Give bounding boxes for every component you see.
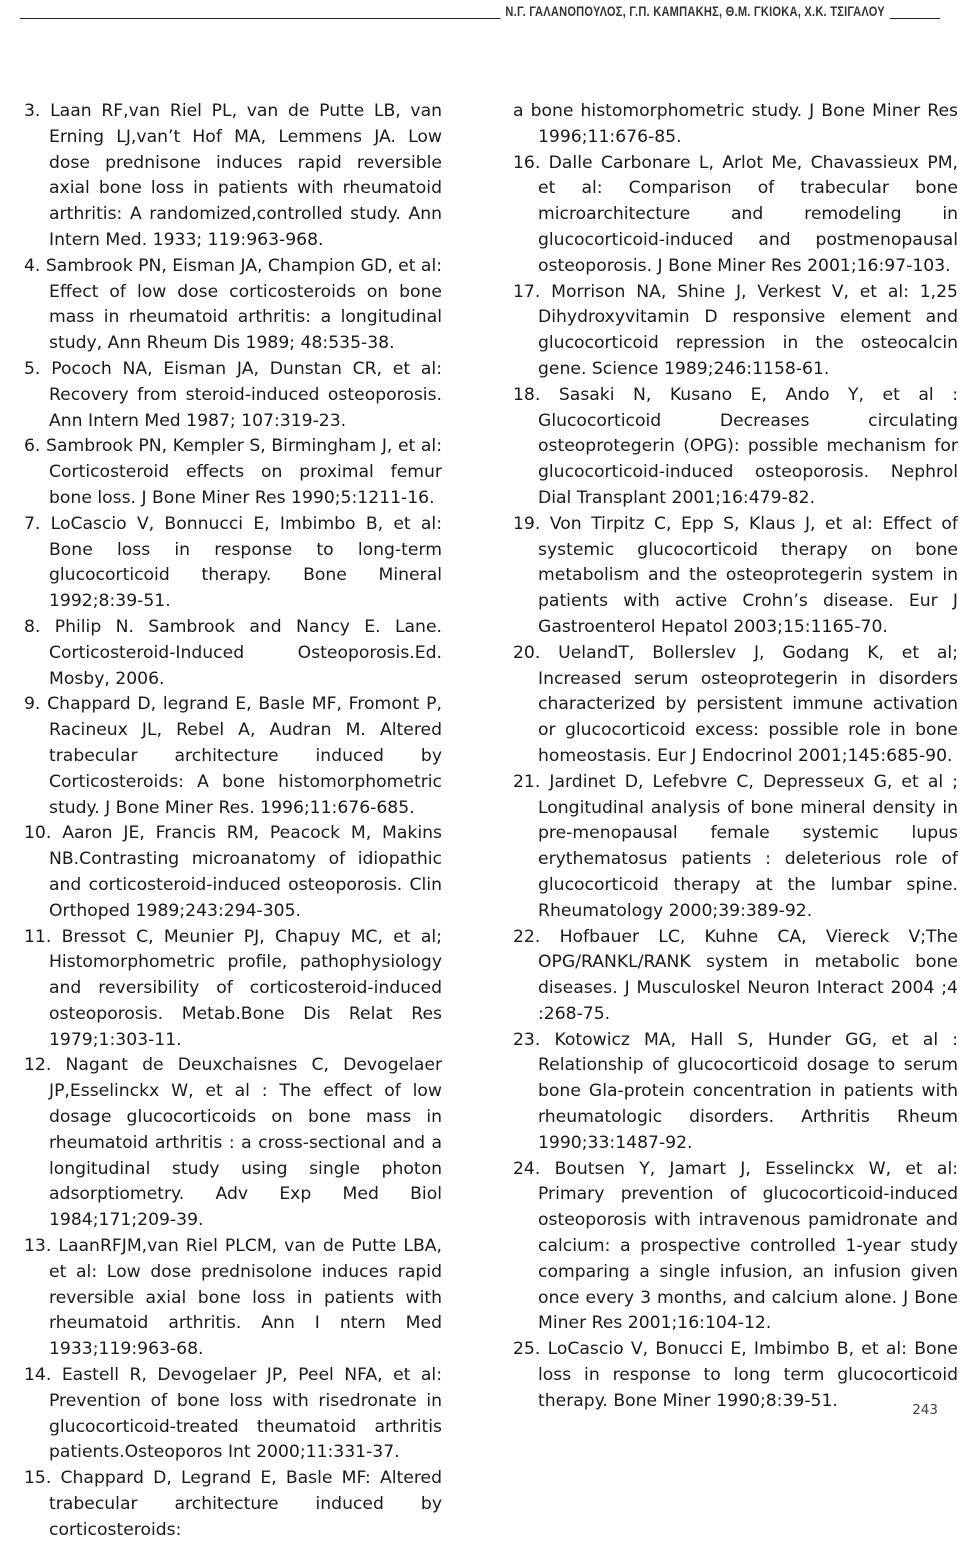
reference-text: LoCascio V, Bonucci E, Imbimbo B, et al: Bone loss in response to long term glucocorticoid therapy. Bone Miner 1990;8:39-51. [538,1339,958,1411]
reference-item [24,1363,442,1466]
reference-text: Morrison NA, Shine J, Verkest V, et al: 1,25 Dihydroxyvitamin D responsive element and glucocorticoid repression in the osteocalcin gene. Science 1989;246:1158-61. [538,281,958,379]
reference-number: 24. [513,1158,541,1179]
reference-number: 8. [24,616,41,637]
reference-text: Eastell R, Devogelaer JP, Peel NFA, et al: Prevention of bone loss with risedronate in glucocorticoid-treated theumatoid arthritis patients.Osteoporos Int 2000;11:331-37. [49,1365,442,1463]
reference-number: 18. [513,384,541,405]
reference-item [24,821,442,924]
reference-text: Laan RF,van Riel PL, van de Putte LB, van Erning LJ,van’t Hof MA, Lemmens JA. Low dose prednisone induces rapid reversible axial bone loss in patients with rheumatoid arthritis: A randomized,controlled study. Ann Intern Med. 1933; 119:963-968. [49,101,442,250]
running-header [20,4,940,26]
reference-number: 22. [513,926,541,947]
reference-text: Boutsen Y, Jamart J, Esselinckx W, et al: Primary prevention of glucocorticoid-induced osteoporosis with intravenous pamidronate and calcium: a prospective controlled 1-year study comparing a single infusion, an infusion given once every 3 months, and calcium alone. J Bone Miner Res 2001;16:104-12. [538,1158,959,1334]
reference-item [24,1053,442,1234]
reference-number: 12. [24,1055,52,1076]
reference-item [513,1337,958,1414]
reference-number: 5. [24,358,41,379]
reference-item [24,1234,442,1363]
reference-item [513,512,958,641]
reference-text: a bone histomorphometric study. J Bone Miner Res 1996;11:676-85. [513,101,958,147]
reference-number: 13. [24,1236,52,1257]
reference-number: 16. [513,152,541,173]
references-right-column [513,99,958,1415]
reference-number: 3. [24,101,41,121]
reference-text: Sambrook PN, Kempler S, Birmingham J, et al: Corticosteroid effects on proximal femur bone loss. J Bone Miner Res 1990;5:1211-16. [46,436,442,508]
reference-number: 23. [513,1029,541,1050]
reference-text: Nagant de Deuxchaisnes C, Devogelaer JP,Esselinckx W, et al : The effect of low dosage glucocorticoids on bone mass in rheumatoid arthritis : a cross-sectional and a longitudinal study using single photon adsorptiometry. Adv Exp Med Biol 1984;171;209-39. [49,1055,443,1231]
reference-text: Von Tirpitz C, Epp S, Klaus J, et al: Effect of systemic glucocorticoid therapy on bone metabolism and the osteoprotegerin system in patients with active Crohn’s disease. Eur J Gastroenterol Hepatol 2003;15:1165-70. [538,513,958,637]
reference-text: Sasaki N, Kusano E, Ando Y, et al : Glucocorticoid Decreases circulating osteoprotegerin (OPG): possible mechanism for glucocorticoid-induced osteoporosis. Nephrol Dial Transplant 2001;16:479-82. [538,384,958,508]
reference-number: 25. [513,1339,541,1360]
reference-number: 21. [513,771,541,792]
reference-number: 14. [24,1365,52,1386]
reference-item [513,1157,958,1338]
reference-text: LoCascio V, Bonnucci E, Imbimbo B, et al: Bone loss in response to long-term glucocorticoid therapy. Bone Mineral 1992;8:39-51. [49,513,442,612]
reference-text: Chappard D, Legrand E, Basle MF: Altered trabecular architecture induced by corticosteroids: [49,1468,442,1540]
reference-item [24,512,442,615]
reference-text: Aaron JE, Francis RM, Peacock M, Makins NB.Contrasting microanatomy of idiopathic and corticosteroid-induced osteoporosis. Clin Orthoped 1989;243:294-305. [49,823,442,921]
reference-item [513,641,958,770]
page-number: 243 [912,1402,938,1418]
references-left-column [24,99,442,1544]
reference-item [513,151,958,280]
reference-number: 9. [24,694,41,715]
reference-text: Dalle Carbonare L, Arlot Me, Chavassieux PM, et al: Comparison of trabecular bone microarchitecture and remodeling in glucocorticoid-induced and postmenopausal osteoporosis. J Bone Miner Res 2001;16:97-103. [538,152,958,276]
reference-text: Hofbauer LC, Kuhne CA, Viereck V;The OPG/RANKL/RANK system in metabolic bone diseases. J Musculoskel Neuron Interact 2004 ;4 :268-75. [538,926,959,1024]
reference-item [513,280,958,383]
reference-text: Philip N. Sambrook and Nancy E. Lane. Corticosteroid-Induced Osteoporosis.Ed. Mosby, 2006. [49,616,442,689]
reference-item [24,1466,442,1543]
reference-number: 20. [513,642,541,663]
reference-text: Pococh NA, Eisman JA, Dunstan CR, et al: Recovery from steroid-induced osteoporosis. Ann Intern Med 1987; 107:319-23. [49,358,442,431]
reference-item [513,770,958,925]
reference-text: Kotowicz MA, Hall S, Hunder GG, et al : Relationship of glucocorticoid dosage to serum bone Gla-protein concentration in patients with rheumatologic disorders. Arthritis Rheum 1990;33:1487-92. [538,1029,958,1153]
reference-number: 15. [24,1468,52,1489]
reference-number: 10. [24,823,52,844]
reference-number: 6. [24,436,41,457]
reference-number: 7. [24,513,41,534]
reference-text: UelandT, Bollerslev J, Godang K, et al; Increased serum osteoprotegerin in disorders characterized by persistent immune activation or glucocorticoid excess: possible role in bone homeostasis. Eur J Endocrinol 2001;145:685-90. [538,642,958,766]
reference-text: Bressot C, Meunier PJ, Chapuy MC, et al; Histomorphometric profile, pathophysiology and reversibility of corticosteroid-induced osteoporosis. Metab.Bone Dis Relat Res 1979;1:303-11. [49,926,442,1050]
reference-item [24,434,442,511]
reference-number: 4. [24,255,41,276]
reference-text: Jardinet D, Lefebvre C, Depresseux G, et al ; Longitudinal analysis of bone mineral density in pre-menopausal female systemic lupus erythematosus patients : deleterious role of glucocorticoid therapy at the lumbar spine. Rheumatology 2000;39:389-92. [538,771,958,921]
reference-item [513,925,958,1028]
reference-text: Chappard D, legrand E, Basle MF, Fromont P, Racineux JL, Rebel A, Audran M. Altered trabecular architecture induced by Corticosteroids: A bone histomorphometric study. J Bone Miner Res. 1996;11:676-685. [47,694,442,818]
reference-item [513,1028,958,1157]
reference-item [24,925,442,1054]
reference-item [513,383,958,512]
reference-number: 11. [24,926,52,947]
reference-item [24,692,442,821]
reference-item [24,357,442,434]
reference-item [24,254,442,357]
reference-number: 17. [513,281,541,302]
reference-item [513,99,958,151]
reference-item [24,615,442,692]
running-head-authors: Ν.Γ. ΓΑΛΑΝΟΠΟΥΛΟΣ, Γ.Π. ΚΑΜΠΑΚΗΣ, Θ.Μ. ΓΚΙΟΚΑ, Χ.Κ. ΤΣΙΓΑΛΟΥ [501,4,890,19]
reference-text: Sambrook PN, Eisman JA, Champion GD, et al: Effect of low dose corticosteroids on bone mass in rheumatoid arthritis: a longitudinal study, Ann Rheum Dis 1989; 48:535-38. [45,255,443,354]
reference-number: 19. [513,513,541,534]
reference-item [24,99,442,254]
reference-text: LaanRFJM,van Riel PLCM, van de Putte LBA, et al: Low dose prednisolone induces rapid reversible axial bone loss in patients with rheumatoid arthritis. Ann I ntern Med 1933;119:963-68. [49,1236,442,1360]
